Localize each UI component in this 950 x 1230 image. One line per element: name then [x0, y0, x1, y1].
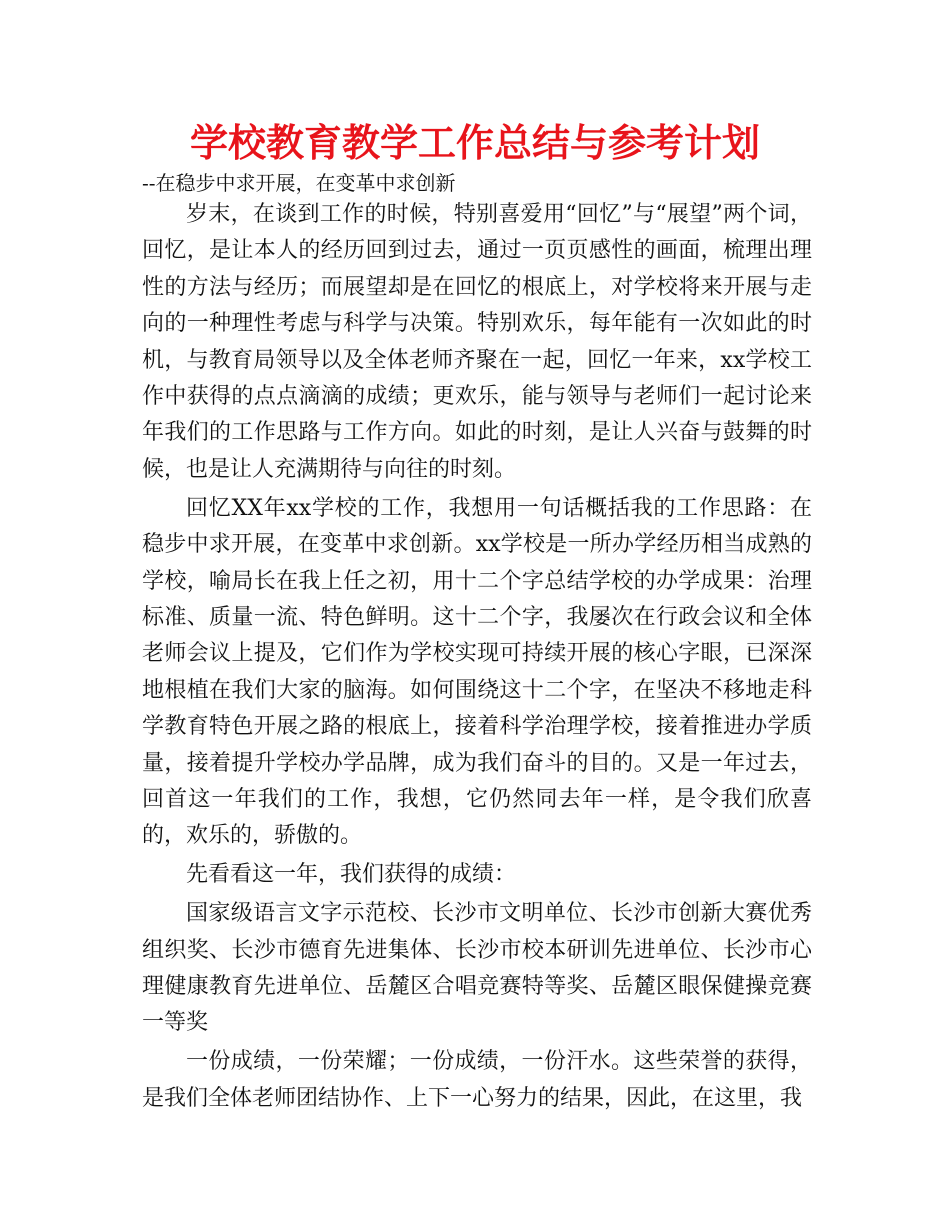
paragraph-3: 先看看这一年，我们获得的成绩：	[186, 862, 517, 888]
document-title: 学校教育教学工作总结与参考计划	[189, 121, 760, 165]
paragraph-5: 一份成绩，一份荣耀；一份成绩，一份汗水。这些荣誉的获得，是我们全体老师团结协作、上下一心努力的结果，因此，在这里，我	[142, 1049, 812, 1111]
paragraph-4: 国家级语言文字示范校、长沙市文明单位、长沙市创新大赛优秀组织奖、长沙市德育先进集体、长沙市校本研训先进单位、长沙市心理健康教育先进单位、岳麓区合唱竞赛特等奖、岳麓区眼保健操竞赛一等奖	[142, 901, 812, 1036]
paragraph-2: 回忆XX年xx学校的工作，我想用一句话概括我的工作思路：在稳步中求开展，在变革中求创新。xx学校是一所办学经历相当成熟的学校，喻局长在我上任之初，用十二个字总结学校的办学成果：治理标准、质量一流、特色鲜明。这十二个字，我屡次在行政会议和全体老师会议上提及，它们作为学校实现可持续开展的核心字眼，已深深地根植在我们大家的脑海。如何围绕这十二个字，在坚决不移地走科学教育特色开展之路的根底上，接着科学治理学校，接着推进办学质量，接着提升学校办学品牌，成为我们奋斗的目的。又是一年过去，回首这一年我们的工作，我想，它仍然同去年一样，是令我们欣喜的，欢乐的，骄傲的。	[142, 495, 812, 849]
document-subtitle: --在稳步中求开展，在变革中求创新	[142, 171, 456, 195]
paragraph-1: 岁末，在谈到工作的时候，特别喜爱用“回忆”与“展望”两个词，回忆，是让本人的经历回到过去，通过一页页感性的画面，梳理出理性的方法与经历；而展望却是在回忆的根底上，对学校将来开展与走向的一种理性考虑与科学与决策。特别欢乐，每年能有一次如此的时机，与教育局领导以及全体老师齐聚在一起，回忆一年来，xx学校工作中获得的点点滴滴的成绩；更欢乐，能与领导与老师们一起讨论来年我们的工作思路与工作方向。如此的时刻，是让人兴奋与鼓舞的时候，也是让人充满期待与向往的时刻。	[142, 202, 812, 482]
document-body	[142, 197, 812, 1120]
